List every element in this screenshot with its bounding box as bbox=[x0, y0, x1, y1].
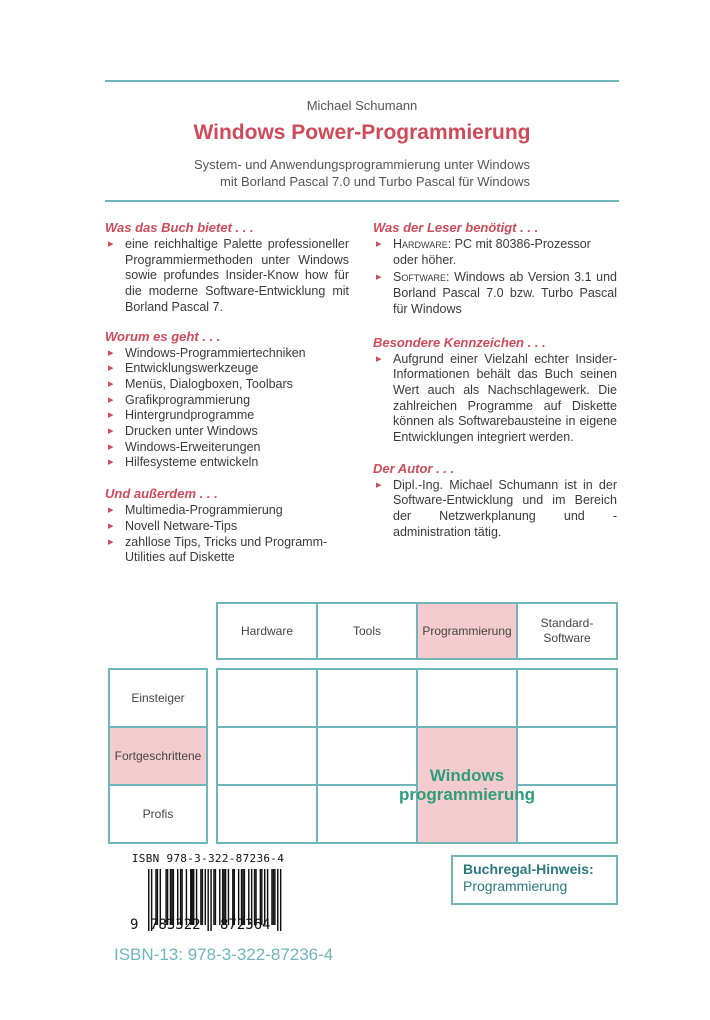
barcode-bar bbox=[280, 869, 281, 931]
matrix-col-tools: Tools bbox=[316, 602, 418, 660]
hardware-text: PC mit 80386-Prozessor oder höher. bbox=[393, 237, 591, 267]
barcode-bar bbox=[210, 869, 211, 931]
list-item: ▸ Windows-Programmiertechniken bbox=[105, 346, 349, 362]
subtitle-line-2: mit Borland Pascal 7.0 und Turbo Pascal für Windows bbox=[220, 174, 530, 189]
list-item: ▸ Multimedia-Programmierung bbox=[105, 503, 349, 519]
isbn-top-text: ISBN 978-3-322-87236-4 bbox=[131, 852, 285, 865]
section-title: Der Autor . . . bbox=[373, 460, 455, 476]
book-title: Windows Power-Programmierung bbox=[193, 121, 531, 144]
list-item: ▸ Windows-Erweiterungen bbox=[105, 440, 349, 456]
section-worum-es-geht bbox=[105, 328, 349, 472]
matrix-col-programmierung: Programmierung bbox=[416, 602, 518, 660]
barcode-bar bbox=[205, 869, 206, 925]
barcode-bar bbox=[215, 869, 216, 925]
matrix-cell bbox=[416, 668, 518, 728]
section-was-das-buch-bietet bbox=[105, 219, 349, 316]
subtitle-line-1: System- und Anwendungsprogrammierung unter Windows bbox=[193, 157, 530, 172]
list-item: ▸ Menüs, Dialogboxen, Toolbars bbox=[105, 377, 349, 393]
book-subtitle bbox=[105, 156, 530, 190]
top-rule bbox=[105, 80, 619, 82]
matrix-col-hardware: Hardware bbox=[216, 602, 318, 660]
shelf-hint-value: Programmierung bbox=[463, 878, 568, 894]
list-item-hardware bbox=[373, 237, 617, 268]
list-item: ▸ Drucken unter Windows bbox=[105, 424, 349, 440]
barcode-bar bbox=[274, 869, 275, 925]
matrix-cell bbox=[216, 726, 318, 786]
matrix-cell bbox=[516, 668, 618, 728]
barcode-bar bbox=[202, 869, 203, 925]
section-title: Worum es geht . . . bbox=[105, 328, 221, 344]
matrix-row-profis: Profis bbox=[108, 784, 208, 844]
shelf-hint-title: Buchregal-Hinweis: bbox=[463, 861, 594, 877]
list-item: ▸ Entwicklungswerkzeuge bbox=[105, 361, 349, 377]
barcode-digit-first: 9 bbox=[130, 917, 139, 933]
barcode-bar bbox=[207, 869, 208, 931]
list-item: ▸ Hintergrundprogramme bbox=[105, 408, 349, 424]
matrix-row-fortgeschrittene: Fortgeschrittene bbox=[108, 726, 208, 786]
hardware-label: Hardware: bbox=[393, 237, 452, 251]
matrix-cell bbox=[216, 784, 318, 844]
left-column bbox=[105, 219, 349, 576]
section-was-der-leser-benoetigt bbox=[373, 219, 617, 318]
list-item-software bbox=[373, 270, 617, 317]
section-und-ausserdem bbox=[105, 485, 349, 566]
section-title: Besondere Kennzeichen . . . bbox=[373, 334, 546, 350]
list-item: ▸ zahllose Tips, Tricks und Programm-Utilities auf Diskette bbox=[105, 535, 349, 566]
section-besondere-kennzeichen bbox=[373, 334, 617, 446]
list-item: ▸ Aufgrund einer Vielzahl echter Insider-Informationen behält das Buch seinen Wert auch als Nachschlagewerk. Die zahlreichen Programme auf Diskette können als Softwarebausteine in eigene Entwicklungen integriert werden. bbox=[373, 352, 617, 446]
matrix-cell bbox=[216, 668, 318, 728]
shelf-hint-box bbox=[451, 855, 618, 905]
right-column bbox=[373, 219, 617, 551]
matrix-cell bbox=[316, 668, 418, 728]
barcode-bar bbox=[277, 869, 278, 931]
barcode-bar bbox=[273, 869, 274, 925]
matrix-row-einsteiger: Einsteiger bbox=[108, 668, 208, 728]
section-title: Und außerdem . . . bbox=[105, 486, 218, 502]
barcode-digits-group-2: 872364 bbox=[220, 917, 271, 933]
section-title: Was der Leser benötigt . . . bbox=[373, 220, 539, 235]
list-item: ▸ Novell Netware-Tips bbox=[105, 519, 349, 535]
barcode-image bbox=[128, 865, 288, 945]
highlight-label: Windows programmierung bbox=[399, 766, 536, 804]
software-text: Windows ab Version 3.1 und Borland Pascal 7.0 bzw. Turbo Pascal für Windows bbox=[393, 270, 617, 316]
matrix-col-standard-software: Standard-Software bbox=[516, 602, 618, 660]
section-title: Was das Buch bietet . . . bbox=[105, 220, 254, 235]
barcode-digits-group-1: 783322 bbox=[150, 917, 201, 933]
section-der-autor bbox=[373, 460, 617, 541]
list-item: ▸ eine reichhaltige Palette professioneller Programmiermethoden unter Windows sowie profundes Insider-Know how für die moderne Software-Entwicklung mit Borland Pascal 7. bbox=[105, 237, 349, 316]
isbn-13: ISBN-13: 978-3-322-87236-4 bbox=[114, 945, 334, 964]
matrix-highlight-cell bbox=[399, 726, 536, 844]
author-name: Michael Schumann bbox=[306, 98, 418, 113]
barcode-bar bbox=[213, 869, 214, 925]
list-item: ▸ Grafikprogrammierung bbox=[105, 393, 349, 409]
barcode-bar bbox=[271, 869, 272, 925]
list-item: ▸ Hilfesysteme entwickeln bbox=[105, 455, 349, 471]
list-item: ▸ Dipl.-Ing. Michael Schumann ist in der Software-Entwicklung und im Bereich der Netzwerkplanung und -administration tätig. bbox=[373, 478, 617, 541]
header-bottom-rule bbox=[105, 200, 619, 202]
software-label: Software: bbox=[393, 270, 450, 285]
